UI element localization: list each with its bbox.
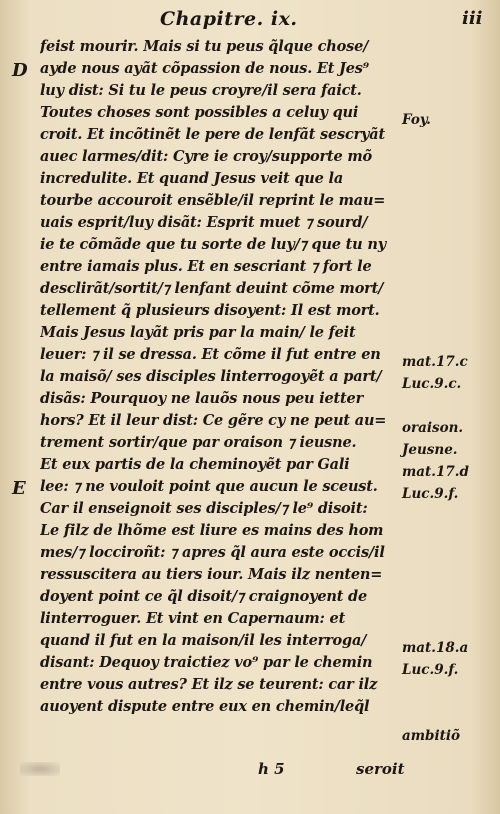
- margin-note-ref: mat.18.a: [402, 640, 469, 656]
- text-line: quand il fut en la maison/il les interroga/: [40, 632, 367, 649]
- text-line: Car il enseignoit ses disciples/⁊ le⁹ disoit:: [40, 500, 368, 517]
- text-line: doyent point ce q̃l disoit/⁊ craignoyent de: [40, 588, 368, 605]
- text-line: mes/⁊ locciroñt: ⁊ apres q̃l aura este occis/il: [40, 544, 385, 561]
- text-line: auoyent dispute entre eux en chemin/leq̃l: [40, 698, 370, 715]
- margin-note-oraison: oraison.: [402, 420, 464, 436]
- main-text-column: [40, 36, 400, 718]
- section-letter-e: E: [12, 478, 26, 499]
- margin-note-ambition: ambitiõ: [402, 728, 460, 744]
- page-footer: [40, 760, 405, 784]
- text-line: Mais Jesus layãt pris par la main/ le feit: [40, 324, 356, 341]
- margin-note-ref: Luc.9.f.: [402, 486, 459, 502]
- text-line: Le filz de lhõme est liure es mains des hom: [40, 522, 384, 539]
- margin-note-foy: Foy.: [402, 112, 431, 128]
- text-line: disãs: Pourquoy ne lauõs nous peu ietter: [40, 390, 364, 407]
- text-line: tellement q̃ plusieurs disoyent: Il est mort.: [40, 302, 380, 319]
- margin-notes-column: [398, 0, 498, 814]
- margin-note-ref: mat.17.c: [402, 354, 468, 370]
- margin-note-jeusne: Jeusne.: [402, 442, 458, 458]
- text-line: linterroguer. Et vint en Capernaum: et: [40, 610, 346, 627]
- text-line: ayde nous ayãt cõpassion de nous. Et Jes⁹: [40, 60, 369, 77]
- text-line: hors? Et il leur dist: Ce gẽre cy ne peut au=: [40, 412, 387, 429]
- text-line: luy dist: Si tu le peus croyre/il sera faict.: [40, 82, 362, 99]
- margin-note-ref: Luc.9.c.: [402, 376, 462, 392]
- text-line: ie te cõmãde que tu sorte de luy/⁊ que tu ny: [40, 236, 386, 253]
- text-line: incredulite. Et quand Jesus veit que la: [40, 170, 344, 187]
- text-line: entre vous autres? Et ilz se teurent: car ilz: [40, 676, 378, 693]
- running-title: Chapitre. ix.: [160, 8, 298, 30]
- text-line: leuer: ⁊ il se dressa. Et cõme il fut entre en: [40, 346, 381, 363]
- text-line: trement sortir/que par oraison ⁊ ieusne.: [40, 434, 357, 451]
- signature-mark: h 5: [258, 760, 285, 778]
- margin-note-ref: mat.17.d: [402, 464, 469, 480]
- text-line: ressuscitera au tiers iour. Mais ilz nenten=: [40, 566, 383, 583]
- left-margin-marks: [0, 0, 40, 814]
- text-line: tourbe accouroit ensẽble/il reprint le mau=: [40, 192, 386, 209]
- catchword: seroit: [356, 760, 405, 778]
- text-line: desclirãt/sortit/⁊ lenfant deuint cõme mort/: [40, 280, 384, 297]
- text-line: uais esprit/luy disãt: Esprit muet ⁊ sourd/: [40, 214, 368, 231]
- section-letter-d: D: [12, 60, 28, 81]
- text-line: lee: ⁊ ne vouloit point que aucun le sceust.: [40, 478, 378, 495]
- text-line: feist mourir. Mais si tu peus q̃lque chose/: [40, 38, 369, 55]
- text-line: la maisõ/ ses disciples linterrogoyẽt a part/: [40, 368, 382, 385]
- text-line: auec larmes/dit: Cyre ie croy/supporte mõ: [40, 148, 372, 165]
- text-line: disant: Dequoy traictiez vo⁹ par le chemin: [40, 654, 373, 671]
- text-line: Et eux partis de la cheminoyẽt par Gali: [40, 456, 350, 473]
- text-line: Toutes choses sont possibles a celuy qui: [40, 104, 359, 121]
- text-line: entre iamais plus. Et en sescriant ⁊ fort le: [40, 258, 372, 275]
- text-line: croit. Et incõtinẽt le pere de lenfãt sescryãt: [40, 126, 385, 143]
- folio-number: iii: [462, 8, 483, 29]
- margin-note-ref: Luc.9.f.: [402, 662, 459, 678]
